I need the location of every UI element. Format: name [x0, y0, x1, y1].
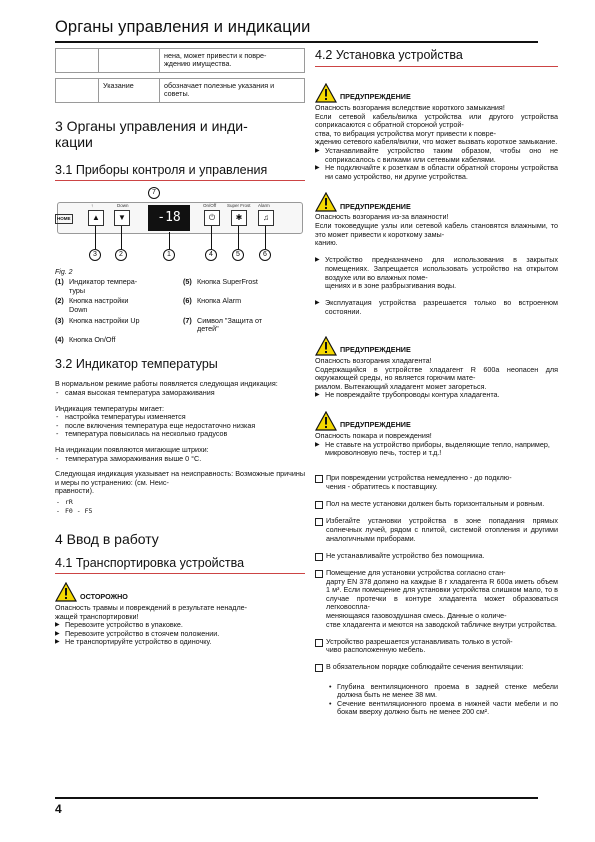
- table-cell: обозначает полезные указания и советы.: [160, 78, 305, 102]
- warning-title: ПРЕДУПРЕЖДЕНИЕ: [340, 92, 411, 102]
- list-item: - температура замораживания выше 0 °C.: [55, 455, 305, 464]
- caution-header: [55, 582, 305, 602]
- error-code-list: [55, 498, 305, 515]
- checklist-item: Не устанавливайте устройство без помощника.: [315, 552, 558, 561]
- footer-rule: [55, 797, 538, 799]
- symbol-legend-table: [55, 48, 305, 103]
- list-item: ▶ Перевозите устройство в стоячем положении.: [55, 630, 305, 639]
- list-item: - настройка температуры изменяется: [55, 413, 305, 422]
- list-item: • Глубина вентиляционного проема в задней стенке мебели должна быть не менее 38 мм.: [329, 683, 558, 700]
- section-4-heading: 4 Ввод в работу: [55, 531, 159, 548]
- callout-7: 7: [148, 187, 160, 199]
- warning-triangle-icon: [315, 411, 337, 431]
- section-3-1-heading: 3.1 Приборы контроля и управления: [55, 163, 305, 181]
- warning-triangle-icon: [55, 582, 77, 602]
- warning-list: [315, 391, 558, 400]
- warning-title: ПРЕДУПРЕЖДЕНИЕ: [340, 201, 411, 211]
- warning-list: [315, 441, 558, 458]
- legend-item: (2) Кнопка настройки Down: [55, 296, 129, 314]
- checklist-item: Помещение для установки устройства согласно стан- дарту EN 378 должно на каждые 8 г хладагента R 600a иметь объем 1 м³. Если помещение для установки устройства слишком мало, то в случае протечки в контуре хладагента может образоваться легковоспла- меняющаяся газовоздушная смесь. Данные о количе- стве хладагента и меются на заводской табличке внутри устройства.: [315, 569, 558, 629]
- section-3-heading: 3 Органы управления и инди- кации: [55, 117, 248, 150]
- legend-item: (3) Кнопка настройки Up: [55, 315, 140, 325]
- list-item: - температура повысилась на несколько градусов: [55, 430, 305, 439]
- on-off-label: On/Off: [203, 202, 217, 208]
- warning-text: Опасность возгорания вследствие короткого замыкания! Если сетевой кабель/вилка устройства или другого устройства соприкасаются с обратной стороной устрой- ства, то вибрация устройства могут привести к повре- ждению сетевого кабеля/вилки, что может вызвать короткое замыкание.: [315, 103, 558, 147]
- callout-5: 5: [232, 249, 244, 261]
- section-4-1-heading: 4.1 Транспортировка устройства: [55, 556, 305, 574]
- list-item: - самая высокая температура замораживания: [55, 389, 305, 398]
- legend-item: (5) Кнопка SuperFrost: [183, 277, 258, 287]
- callout-6: 6: [259, 249, 271, 261]
- superfrost-button[interactable]: ✱: [231, 210, 247, 226]
- page-header-title: Органы управления и индикации: [55, 18, 311, 36]
- paragraph: Следующая индикация указывает на неисправность: Возможные причины и меры по устранению: (см. Неис- правности).: [55, 469, 305, 496]
- list-item: ▶ Не повреждайте трубопроводы контура хладагента.: [315, 391, 558, 400]
- list-item: ▶ Эксплуатация устройства разрешается только во встроенном состоянии.: [315, 299, 558, 316]
- warning-triangle-icon: [315, 83, 337, 103]
- warning-title: ПРЕДУПРЕЖДЕНИЕ: [340, 420, 411, 430]
- warning-header: [315, 336, 558, 356]
- paragraph: В нормальном режиме работы появляется следующая индикация:: [55, 379, 278, 389]
- warning-text: Опасность пожара и повреждения!: [315, 431, 432, 441]
- leader-line: [121, 226, 122, 249]
- figure-caption: Fig. 2: [55, 268, 73, 276]
- power-button[interactable]: ⏻: [204, 210, 220, 226]
- right-column: [315, 48, 558, 717]
- list-item: - после включения температура еще недостаточно низкая: [55, 422, 305, 431]
- list-item: ▶ Не ставьте на устройство приборы, выделяющие тепло, например, микроволновую печь, тостер и т.д.!: [315, 441, 558, 458]
- table-cell: [56, 78, 99, 102]
- caution-title: ОСТОРОЖНО: [80, 591, 128, 601]
- paragraph: Индикация температуры мигает:: [55, 403, 165, 413]
- list-item: ▶ Перевозите устройство в упаковке.: [55, 621, 305, 630]
- list-item: ▶ Устанавливайте устройство таким образом, чтобы оно не соприкасалось с вилками или сетевыми кабелями.: [315, 147, 558, 164]
- checklist-item: Устройство разрешается устанавливать только в устой- чиво расположенную мебель.: [315, 638, 558, 655]
- legend-item: (7) Символ "Защита от детей": [183, 315, 263, 334]
- alarm-button[interactable]: ♫: [258, 210, 274, 226]
- figure-legend: [55, 278, 305, 344]
- caution-list: [55, 621, 305, 647]
- warning-list: [315, 248, 558, 325]
- list-item: - rR: [55, 498, 305, 507]
- warning-text: Опасность возгорания хладагента! Содержащийся в устройстве хладагент R 600a неопасен для окружающей среды, но является горючим мате- риалом. Вытекающий хладагент может загореться.: [315, 356, 558, 391]
- table-cell: нена, может привести к повре- ждению имущества.: [160, 49, 305, 73]
- table-cell: [56, 49, 99, 73]
- checklist-item: Пол на месте установки должен быть горизонтальным и ровным.: [315, 500, 558, 509]
- leader-line: [238, 226, 239, 249]
- list-item: ▶ Не транспортируйте устройство в одиночку.: [55, 638, 305, 647]
- warning-triangle-icon: [315, 336, 337, 356]
- up-button[interactable]: ▲: [88, 210, 104, 226]
- callout-3: 3: [89, 249, 101, 261]
- callout-2: 2: [115, 249, 127, 261]
- up-icon: ↑: [91, 202, 94, 208]
- table-cell: Указание: [99, 78, 160, 102]
- down-label: Down: [117, 202, 129, 208]
- leader-line: [169, 232, 170, 249]
- header-rule: [55, 41, 538, 43]
- checklist-item: При повреждении устройства немедленно - до подклю- чения - обратитесь к поставщику.: [315, 474, 558, 491]
- down-button[interactable]: ▼: [114, 210, 130, 226]
- control-panel-figure: [55, 187, 305, 267]
- leader-line: [265, 226, 266, 249]
- page-number: 4: [55, 802, 62, 816]
- list-item: • Сечение вентиляционного проема в нижней части мебели и по бокам вверху должно быть не менее 200 см².: [329, 700, 558, 717]
- warning-header: [315, 411, 558, 431]
- superfrost-label: Super Frost: [227, 202, 251, 208]
- warning-header: [315, 192, 558, 212]
- callout-1: 1: [163, 249, 175, 261]
- leader-line: [211, 226, 212, 249]
- legend-item: (6) Кнопка Alarm: [183, 296, 242, 306]
- alarm-label: Alarm: [258, 202, 270, 208]
- list: [55, 389, 305, 398]
- list: [55, 455, 305, 464]
- callout-4: 4: [205, 249, 217, 261]
- legend-item: (1) Индикатор темпера- туры: [55, 277, 138, 295]
- leader-line: [95, 226, 96, 249]
- list-item: ▶ Устройство предназначено для использования в закрытых помещениях. Запрещается использовать устройство на открытом воздухе или во влажных поме- щениях и в зоне разбрызгивания воды.: [315, 256, 558, 290]
- warning-list: [315, 147, 558, 181]
- warning-title: ПРЕДУПРЕЖДЕНИЕ: [340, 345, 411, 355]
- temperature-display: -18: [148, 205, 190, 231]
- ventilation-list: [315, 683, 558, 717]
- section-3-2-heading: 3.2 Индикатор температуры: [55, 357, 218, 372]
- list-item: ▶ Не подключайте к розеткам в области обратной стороны устройства ни само устройство, ни другие устройства.: [315, 164, 558, 181]
- caution-text: Опасность травмы и повреждений в результате ненадле- жащей транспортировки!: [55, 603, 248, 621]
- legend-item: (4) Кнопка On/Off: [55, 334, 116, 344]
- list: [55, 413, 305, 439]
- table-cell: [99, 49, 160, 73]
- checklist-item: В обязательном порядке соблюдайте сечения вентиляции:: [315, 663, 558, 672]
- paragraph: На индикации появляются мигающие штрихи:: [55, 444, 209, 454]
- installation-checklist: [315, 466, 558, 681]
- warning-triangle-icon: [315, 192, 337, 212]
- checklist-item: Избегайте установки устройства в зоне попадания прямых солнечных лучей, рядом с плитой, системой отопления и другими аналогичными приборами.: [315, 517, 558, 543]
- section-4-2-heading: 4.2 Установка устройства: [315, 48, 558, 67]
- warning-text: Опасность возгорания из-за влажности! Если токоведущие узлы или сетевой кабель становятся влажными, то это может привести к короткому замы- канию.: [315, 212, 558, 248]
- left-column: [55, 48, 305, 647]
- table-row: [56, 49, 305, 73]
- warning-header: [315, 83, 558, 103]
- table-row: [56, 78, 305, 102]
- list-item: - F0 - F5: [55, 507, 305, 516]
- brand-logo: HOME: [55, 214, 73, 225]
